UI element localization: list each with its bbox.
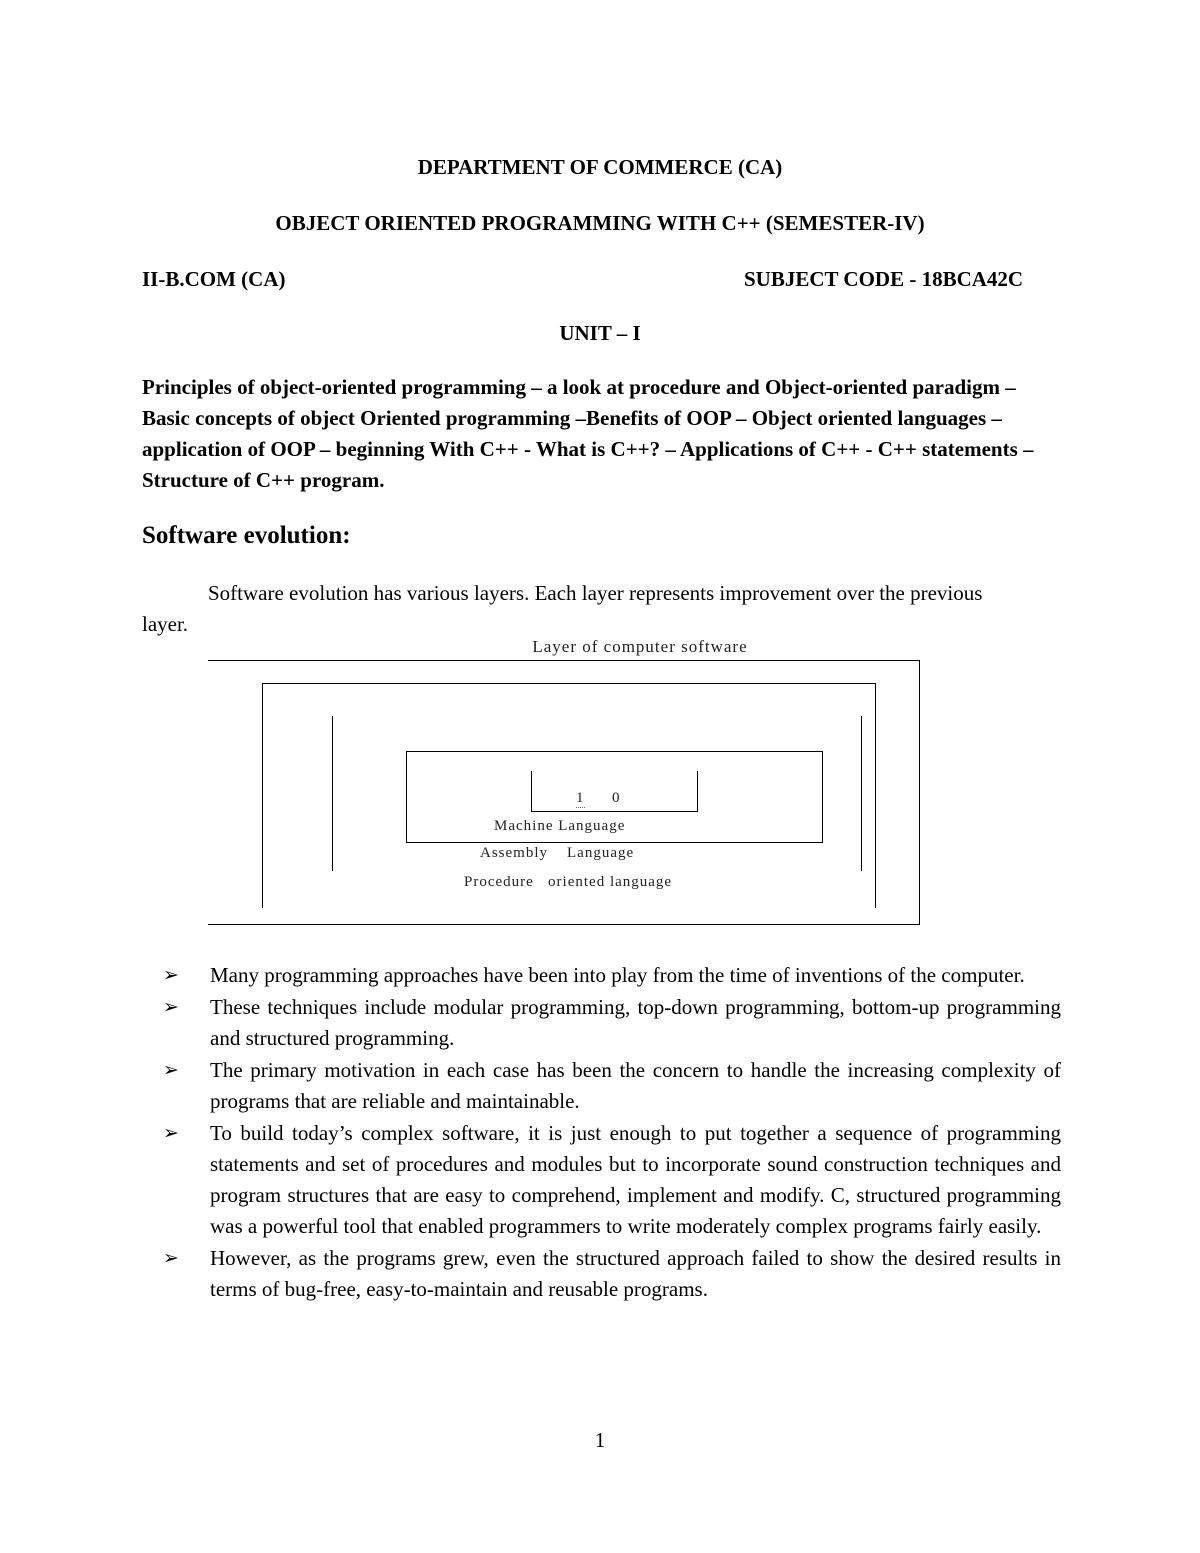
assembly-layer-left	[332, 716, 333, 871]
bullet-list	[163, 960, 1061, 1306]
binary-bracket-bottom	[531, 811, 698, 812]
arrowhead-bullet-icon: ➢	[163, 964, 179, 986]
subject-code-label: SUBJECT CODE - 18BCA42C	[744, 267, 1024, 291]
binary-zero-label: 0	[612, 790, 621, 806]
course-heading: OBJECT ORIENTED PROGRAMMING WITH C++ (SEMESTER-IV)	[275, 211, 925, 235]
procedure-layer-top	[262, 683, 876, 684]
outer-frame-bottom	[208, 924, 920, 925]
section-intro: Software evolution has various layers. Each layer represents improvement over the previous layer.	[142, 581, 983, 636]
list-item: ➢ These techniques include modular programming, top-down programming, bottom-up programming and structured programming.	[163, 992, 1061, 1054]
binary-bracket-left	[531, 771, 532, 812]
assembly-layer-right	[861, 716, 862, 871]
diagram-caption: Layer of computer software	[532, 637, 748, 656]
procedure-layer-left	[262, 683, 263, 908]
list-item: ➢ The primary motivation in each case has been the concern to handle the increasing complexity of programs that are reliable and maintainable.	[163, 1055, 1061, 1117]
list-item: ➢ However, as the programs grew, even the structured approach failed to show the desired results in terms of bug-free, easy-to-maintain and reusable programs.	[163, 1243, 1061, 1305]
procedure-language-label: Procedure oriented language	[464, 874, 673, 890]
department-heading: DEPARTMENT OF COMMERCE (CA)	[417, 155, 783, 179]
arrowhead-bullet-icon: ➢	[163, 1059, 179, 1081]
machine-language-label: Machine Language	[494, 818, 626, 834]
section-title: Software evolution:	[142, 522, 351, 549]
list-item: ➢ To build today’s complex software, it is just enough to put together a sequence of programming statements and set of procedures and modules but to incorporate sound construction techniques and program structures that are easy to comprehend, implement and modify. C, structured programming was a powerful tool that enabled programmers to write moderately complex programs fairly easily.	[163, 1118, 1061, 1242]
assembly-language-label: Assembly Language	[480, 845, 635, 861]
arrowhead-bullet-icon: ➢	[163, 1122, 179, 1144]
unit-syllabus: Principles of object-oriented programming – a look at procedure and Object-oriented paradigm – Basic concepts of object Oriented programming –Benefits of OOP – Object oriented languages – application of OOP – beginning With C++ - What is C++? – Applications of C++ - C++ statements – Structure of C++ program.	[142, 375, 1034, 492]
arrowhead-bullet-icon: ➢	[163, 1247, 179, 1269]
unit-heading: UNIT – I	[559, 321, 641, 345]
class-label: II-B.COM (CA)	[142, 267, 286, 291]
procedure-layer-right	[875, 683, 876, 908]
arrowhead-bullet-icon: ➢	[163, 996, 179, 1018]
binary-one-label: 1	[576, 790, 585, 806]
outer-frame-right	[919, 660, 920, 925]
page-number: 1	[594, 1428, 606, 1452]
outer-frame-top	[208, 660, 920, 661]
list-item: ➢ Many programming approaches have been into play from the time of inventions of the computer.	[163, 960, 1061, 991]
binary-bracket-right	[697, 771, 698, 812]
